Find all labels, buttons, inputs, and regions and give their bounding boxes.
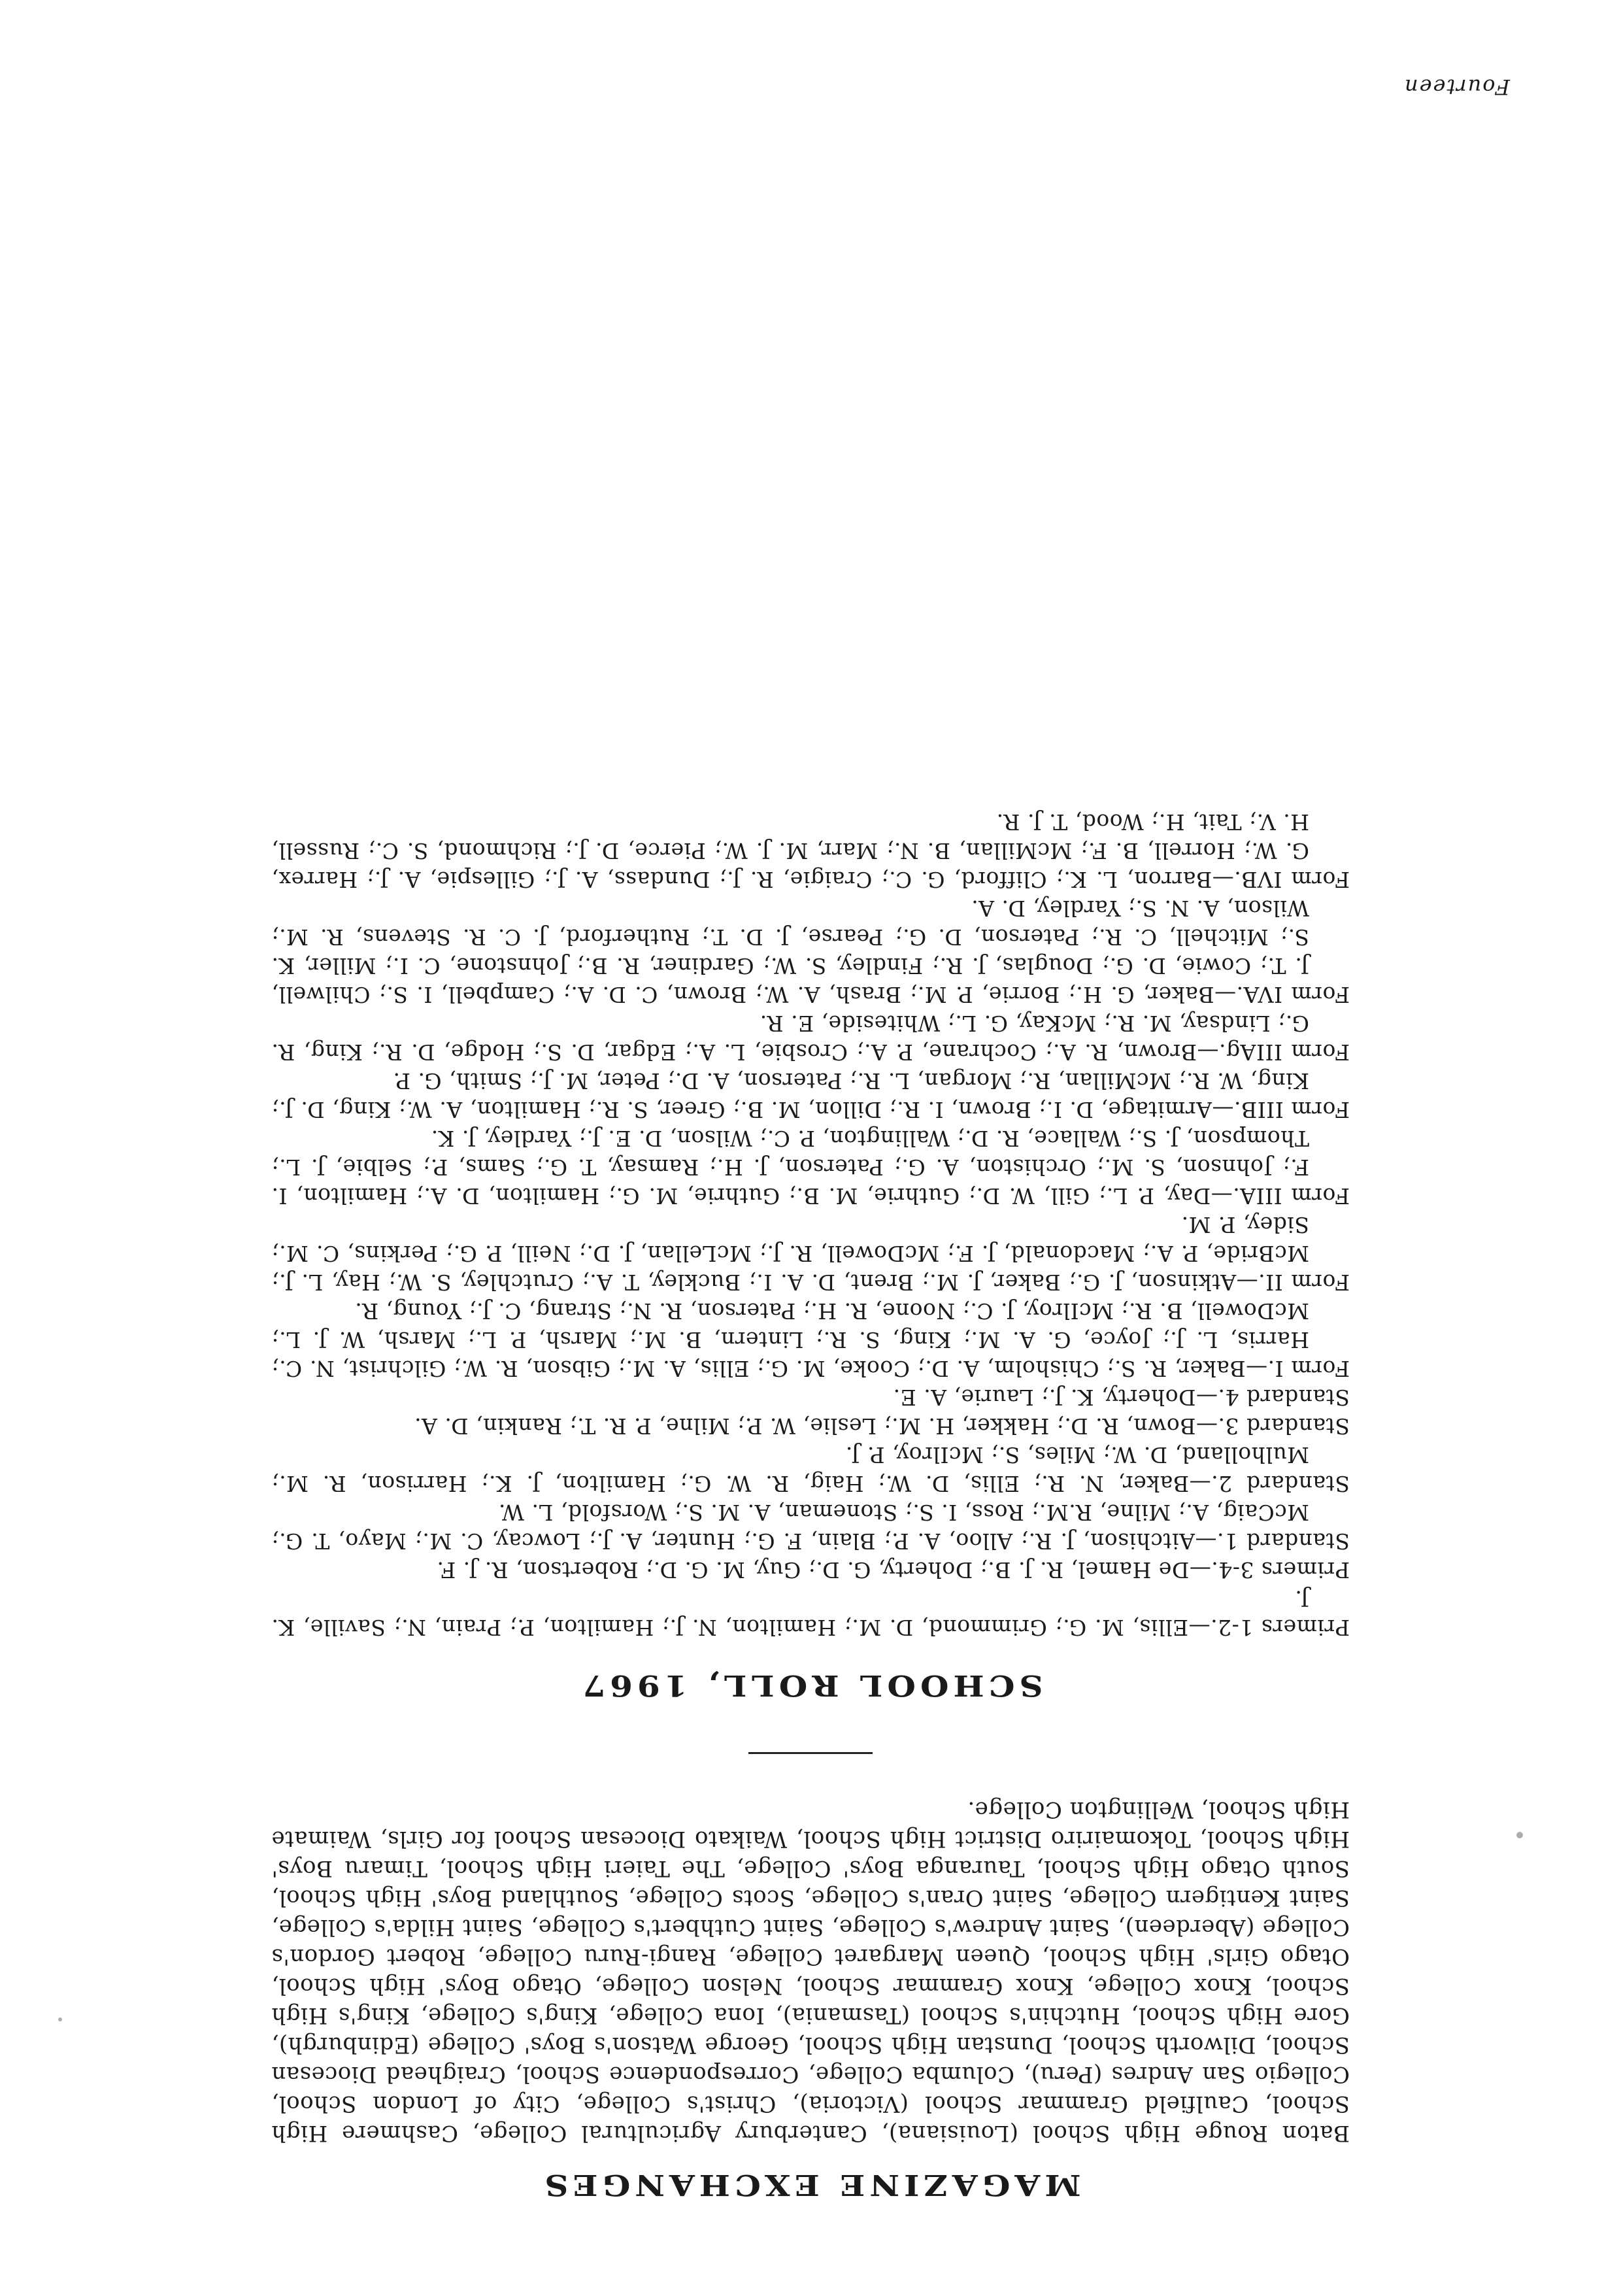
roll-entry: Standard 2.—Baker, N. R.; Ellis, D. W.; Haig, R. W. G.; Hamilton, J. K.; Harrison, R. M.; Mulholland, D. W.; Miles, S.; McIlroy, P. J.: [271, 1442, 1350, 1496]
roll-entry: Form IIIAg.—Brown, R. A.; Cochrane, P. A.; Crosbie, L. A.; Edgar, D. S.; Hodge, D. R.; King, R. G.; Lindsay, M. R.; McKay, G. L.; Whiteside, E. R.: [271, 1011, 1350, 1065]
roll-entry: Primers 1-2.—Ellis, M. G.; Grimmond, D. M.; Hamilton, N. J.; Hamilton, P.; Prain, N.; Saville, K. J.: [271, 1586, 1350, 1640]
page-content: [271, 807, 1350, 2204]
school-roll-list: [271, 807, 1350, 1642]
page-number: Fourteen: [1403, 75, 1510, 99]
roll-entry: Form II.—Atkinson, J. G.; Baker, J. M.; Brent, D. A. I.; Buckley, T. A.; Crutchley, S. W.; Hay, L. J.; McBride, P. A.; Macdonald, J. F.; McDowell, R. J.; McLellan, J. D.; Neill, P. G.; Perkins, C. M.; Sidey, P. M.: [271, 1212, 1350, 1295]
roll-entry: Standard 4.—Doherty, K. J.; Laurie, A. E.: [893, 1385, 1350, 1410]
school-roll-heading: SCHOOL ROLL, 1967: [578, 1668, 1043, 1703]
paper-speck: [1516, 1832, 1523, 1838]
magazine-exchanges-text: Baton Rouge High School (Louisiana), Canterbury Agricultural College, Cashmere High School, Caulfield Grammar School (Victoria), Christ's College, City of London School, Collegio San Andres (Peru), Columba College, Correspondence School, Craighead Diocesan School, Dilworth School, Dunstan High School, George Watson's Boys' College (Edinburgh), Gore High School, Hutchin's School (Tasmania), Iona College, King's College, King's High School, Knox College, Knox Grammar School, Nelson College, Otago Boys' High School, Otago Girls' High School, Queen Margaret College, Rangi-Ruru College, Robert Gordon's College (Aberdeen), Saint Andrew's College, Saint Cuthbert's College, Saint Hilda's College, Saint Kentigern College, Saint Oran's College, Scots College, Southland Boys' High School, South Otago High School, Tauranga Boys' College, The Taieri High School, Timaru Boys' High School, Tokomairiro District High School, Waikato Diocesan School for Girls, Waimate High School, Wellington College.: [271, 1797, 1350, 2146]
roll-entry: Standard 3.—Bown, R. D.; Hakker, H. M.; Leslie, W. P.; Milne, P. R. T.; Rankin, D. A.: [414, 1413, 1350, 1439]
magazine-exchanges-heading: MAGAZINE EXCHANGES: [540, 2168, 1081, 2203]
roll-entry: Primers 3-4.—De Hamel, R. J. B.; Doherty, G. D.; Guy, M. G. D.; Robertson, R. J. F.: [436, 1557, 1350, 1583]
section-divider: [748, 1752, 873, 1754]
roll-entry: Form I.—Baker, R. S.; Chisholm, A. D.; Cooke, M. G.; Ellis, A. M.; Gibson, R. W.; Gilchrist, N. C.; Harris, L. J.; Joyce, G. A. M.; King, S. R.; Lintern, B. M.; Marsh, P. L.; Marsh, W. J. L.; McDowell, B. R.; McIlroy, J. C.; Noone, R. H.; Paterson, R. N.; Strang, C. J.; Young, R.: [271, 1298, 1350, 1381]
roll-entry: Form IVA.—Baker, G. H.; Borrie, P. M.; Brash, A. W.; Brown, C. D. A.; Campbell, I. S.; Chilwell, J. T.; Cowie, D. G.; Douglas, J. R.; Findley, S. W.; Gardiner, R. B.; Johnstone, C. I.; Miller, K. S.; Mitchell, C. R.; Paterson, D. G.; Pearse, J. D. T.; Rutherford, J. C. R. Stevens, R. M.; Wilson, A. N. S.; Yardley, D. A.: [271, 896, 1350, 1007]
roll-entry: Form IIIA.—Day, P. L.; Gill, W. D.; Guthrie, M. B.; Guthrie, M. G.; Hamilton, D. A.; Hamilton, I. F.; Johnson, S. M.; Orchiston, A. G.; Paterson, J. H.; Ramsay, T. G.; Sams, P.; Selbie, J. L.; Thompson, J. S.; Wallace, R. D.; Wallington, P. C.; Wilson, D. E. J.; Yardley, J. K.: [271, 1126, 1350, 1209]
roll-entry: Standard 1.—Aitchison, J. R.; Alloo, A. P.; Blain, F. G.; Hunter, A. J.; Lowcay, C. M.; Mayo, T. G.; McCaig, A.; Milne, R.M.; Ross, I. S.; Stoneman, A. M. S.; Worsfold, L. W.: [271, 1500, 1350, 1554]
roll-entry: Form IVB.—Barron, L. K.; Clifford, G. C.; Craigie, R. J.; Dundass, A. J.; Gillespie, A. J.; Harrex, G. W.; Horrell, B. F.; McMillan, B. N.; Marr, M. J. W.; Pierce, D. J.; Richmond, S. C.; Russell, H. V.; Tait, H.; Wood, T. J. R.: [271, 809, 1350, 892]
paper-speck: [58, 2017, 62, 2021]
roll-entry: Form IIIB.—Armitage, D. I.; Brown, I. R.; Dillon, M. B.; Greer, S. R.; Hamilton, A. W.; King, D. J.; King, W. R.; McMillan, R.; Morgan, L. R.; Paterson, A. D.; Peter, M. J.; Smith, G. P.: [271, 1068, 1350, 1123]
